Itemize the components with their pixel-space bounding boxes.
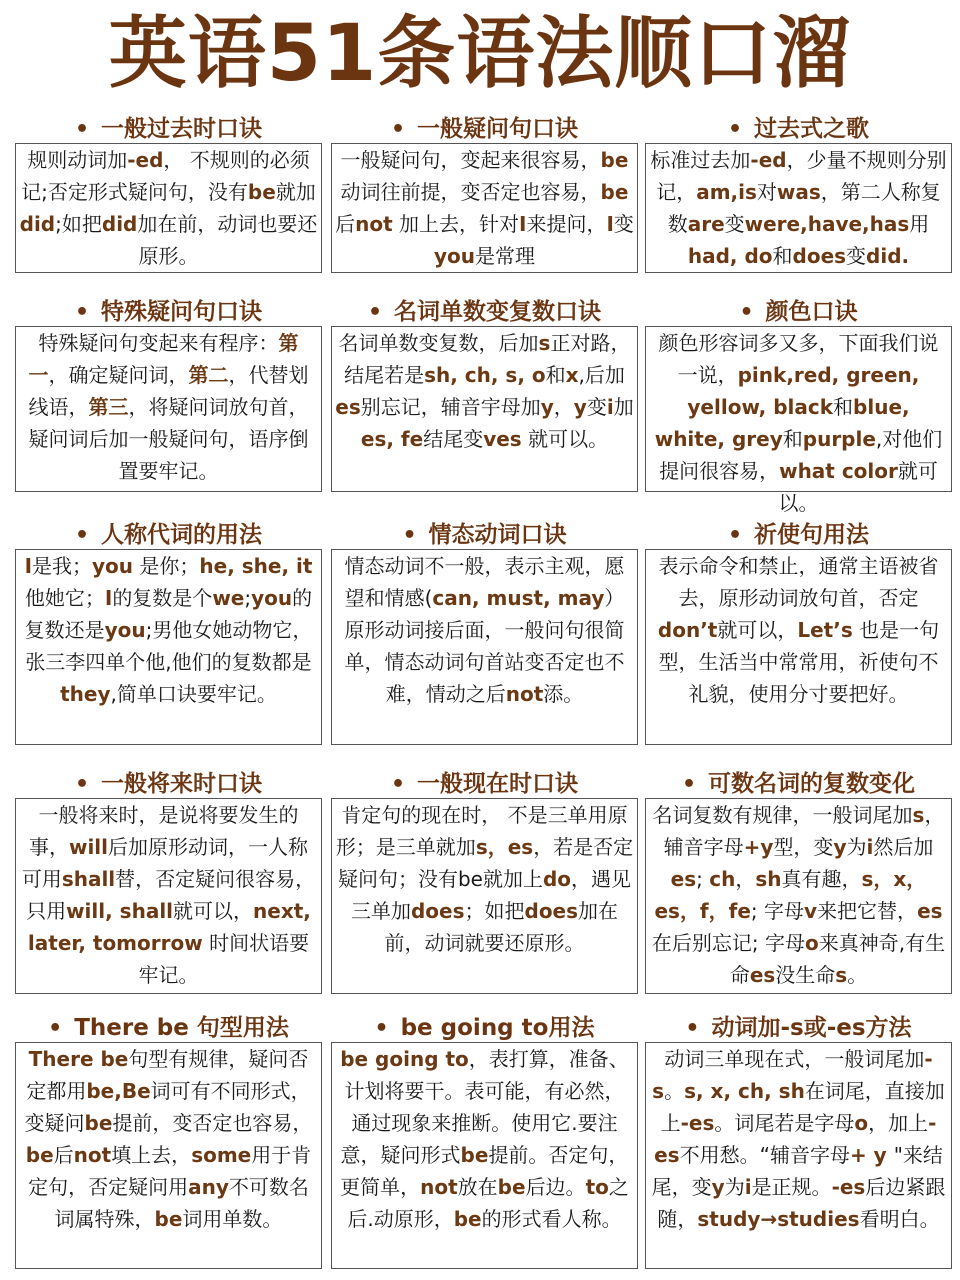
body-text: 。 — [664, 1079, 685, 1103]
highlighted-term: be — [247, 180, 276, 204]
body-text: 就可以。 — [521, 427, 609, 451]
body-text: 来提问， — [526, 212, 607, 236]
body-text: 和 — [782, 427, 803, 451]
grammar-card — [645, 770, 952, 994]
highlighted-term: y — [540, 395, 554, 419]
body-text: 情态动词不一般，表示主观，愿望和情感( — [344, 554, 625, 610]
body-text: 不可数名词属特殊， — [54, 1175, 309, 1231]
body-text: 用于肯定句，否定疑问用 — [28, 1143, 312, 1199]
highlighted-term: +y — [743, 835, 774, 859]
highlighted-term: -s — [652, 1047, 933, 1103]
body-text: 后 — [53, 1143, 74, 1167]
highlighted-term: I — [606, 212, 614, 236]
body-text: 就可以， — [173, 899, 254, 923]
highlighted-term: ves — [483, 427, 522, 451]
highlighted-term: es — [749, 963, 776, 987]
highlighted-term: 第三 — [88, 395, 129, 419]
highlighted-term: v — [804, 899, 818, 923]
highlighted-term: -es — [680, 1111, 715, 1135]
grammar-card — [331, 521, 638, 745]
body-text: 不用愁。“辅音字母 — [679, 1143, 850, 1167]
body-text: 一般疑问句，变起来很容易， — [340, 148, 601, 172]
highlighted-term: -ed — [750, 148, 787, 172]
body-text: ; 字母 — [750, 899, 805, 923]
highlighted-term: be — [460, 1143, 489, 1167]
bullet-icon: • — [681, 772, 697, 797]
highlighted-term: -ed — [127, 148, 164, 172]
card-heading — [331, 521, 638, 549]
body-text: ; — [696, 867, 710, 891]
body-text: 他她它； — [24, 586, 105, 610]
body-text: 就加 — [275, 180, 316, 204]
grammar-card — [15, 521, 322, 745]
card-heading — [15, 770, 322, 798]
body-text: ）原形动词接后面，一般问句很简单，情态动词句首站变否定也不难，情动之后 — [344, 586, 625, 706]
highlighted-term: sh — [755, 867, 782, 891]
card-body — [331, 326, 638, 492]
card-heading-text: 颜色口诀 — [765, 299, 858, 325]
bullet-icon: • — [48, 1016, 63, 1041]
card-heading — [15, 298, 322, 326]
highlighted-term: does — [792, 244, 847, 268]
body-text: 就可以， — [717, 618, 798, 642]
body-text: 名词复数有规律，一般词尾加 — [652, 803, 913, 827]
highlighted-term: were,have,has — [744, 212, 910, 236]
grammar-card — [331, 770, 638, 994]
card-heading — [645, 1014, 952, 1042]
highlighted-term: they — [60, 682, 111, 706]
body-text: ，加上 — [868, 1111, 929, 1135]
body-text: 提前。否定句，更简单， — [340, 1143, 629, 1199]
body-text: 后 — [335, 212, 356, 236]
body-text: 和 — [545, 363, 566, 387]
body-text: 变 — [586, 395, 607, 419]
card-body — [15, 798, 322, 994]
highlighted-term: you — [433, 244, 475, 268]
card-heading-text: 一般将来时口诀 — [101, 771, 263, 797]
body-text: 为 — [846, 835, 867, 859]
highlighted-term: not — [355, 212, 393, 236]
highlighted-term: i — [866, 835, 874, 859]
body-text: ，遇见三单加 — [350, 867, 632, 923]
card-heading-text: 过去式之歌 — [754, 116, 870, 142]
highlighted-term: not — [420, 1175, 458, 1199]
card-heading-text: There be 句型用法 — [74, 1015, 289, 1041]
card-body — [15, 1042, 322, 1269]
highlighted-term: did. — [866, 244, 910, 268]
highlighted-term: be — [453, 1207, 482, 1231]
body-text: 结尾变 — [423, 427, 484, 451]
body-text: 句型有规律，疑问否定都用 — [26, 1047, 309, 1103]
highlighted-term: There be — [28, 1047, 129, 1071]
card-body — [331, 549, 638, 745]
body-text: 正对路，结尾若是 — [344, 331, 631, 387]
card-heading-text: 动词加-s或-es方法 — [711, 1015, 912, 1041]
card-heading-text: 特殊疑问句口诀 — [101, 299, 263, 325]
body-text: 一般将来时，是说将要发生的事， — [28, 803, 299, 859]
body-text: ，代替划线语， — [28, 363, 309, 419]
card-heading-text: 祈使句用法 — [754, 522, 870, 548]
grammar-card — [331, 115, 638, 273]
body-text: 标准过去加 — [650, 148, 751, 172]
page-title: 英语51条语法顺口溜 — [108, 9, 852, 99]
card-heading-text: 情态动词口诀 — [428, 522, 567, 548]
body-text: 时间状语要牢记。 — [138, 931, 310, 987]
body-text: 颜色形容词多又多，下面我们说一说， — [658, 331, 939, 387]
body-text: 是你； — [133, 554, 200, 578]
card-body — [645, 326, 952, 515]
highlighted-term: blue, white, grey — [654, 395, 910, 451]
body-text: 没生命 — [775, 963, 836, 987]
highlighted-term: i — [606, 395, 614, 419]
card-heading — [15, 115, 322, 143]
card-body — [645, 549, 952, 745]
body-text: ;男他女她动物它，张三李四单个他,他们的复数都是 — [25, 618, 313, 674]
highlighted-term: y — [833, 835, 847, 859]
card-heading — [331, 770, 638, 798]
highlighted-term: s, x, ch, sh — [684, 1079, 805, 1103]
bullet-icon: • — [739, 300, 754, 325]
card-heading-text: 名词单数变复数口诀 — [394, 299, 602, 325]
highlighted-term: i — [744, 1175, 752, 1199]
bullet-icon: • — [727, 117, 743, 142]
body-text: 后边紧跟随， — [657, 1175, 946, 1231]
bullet-icon: • — [390, 772, 406, 797]
body-text: ， — [553, 395, 574, 419]
body-text: 型，变 — [773, 835, 834, 859]
body-text: 名词单数变复数，后加 — [338, 331, 539, 355]
body-text: 动词三单现在式，一般词尾加 — [664, 1047, 925, 1071]
body-text: ; — [244, 586, 252, 610]
bullet-icon: • — [74, 117, 90, 142]
highlighted-term: 第一 — [28, 331, 299, 387]
highlighted-term: sh, ch, s, o — [424, 363, 546, 387]
card-heading — [331, 298, 638, 326]
highlighted-term: study→studies — [697, 1207, 860, 1231]
body-text: 加在前，动词就要还原形。 — [384, 899, 619, 955]
grammar-card — [645, 521, 952, 745]
body-text: ，确定疑问词， — [48, 363, 189, 387]
body-text: ，第二人称复数 — [667, 180, 941, 236]
highlighted-term: does — [410, 899, 465, 923]
body-text: 替，否定疑问很容易，只用 — [26, 867, 316, 923]
grammar-card — [645, 298, 952, 515]
highlighted-term: was — [776, 180, 821, 204]
card-heading — [15, 1014, 322, 1042]
bullet-icon: • — [402, 523, 417, 548]
highlighted-term: you — [251, 586, 293, 610]
card-heading-text: 人称代词的用法 — [101, 522, 263, 548]
body-text: ,对他们提问很容易， — [659, 427, 943, 483]
highlighted-term: s，x，es，f，fe — [654, 867, 927, 923]
body-text: 肯定句的现在时， 不是三单用原形；是三单就加 — [335, 803, 628, 859]
highlighted-term: be — [497, 1175, 526, 1199]
highlighted-term: you — [92, 554, 134, 578]
body-text: 来把它替， — [817, 899, 918, 923]
bullet-icon: • — [685, 1016, 700, 1041]
body-text: ,简单口诀要牢记。 — [110, 682, 277, 706]
highlighted-term: Let’s — [797, 618, 853, 642]
highlighted-term: be,Be — [86, 1079, 151, 1103]
highlighted-term: he, she, it — [199, 554, 313, 578]
body-text: 。词尾若是字母 — [714, 1111, 855, 1135]
highlighted-term: am,is — [696, 180, 757, 204]
bullet-icon: • — [367, 300, 383, 325]
highlighted-term: don’t — [657, 618, 718, 642]
body-text: 提前，变否定也容易， — [112, 1111, 313, 1135]
grammar-card — [15, 1014, 322, 1269]
body-text: ,后加 — [578, 363, 625, 387]
body-text: ， — [735, 867, 756, 891]
highlighted-term: o — [854, 1111, 869, 1135]
highlighted-term: es — [335, 395, 361, 419]
body-text: 规则动词加 — [27, 148, 128, 172]
body-text: 真有趣， — [781, 867, 862, 891]
highlighted-term: will — [68, 835, 109, 859]
highlighted-term: does — [524, 899, 579, 923]
highlighted-term: -es — [654, 1111, 937, 1167]
highlighted-term: es, fe — [360, 427, 424, 451]
body-text: 后边。 — [525, 1175, 586, 1199]
card-heading-text: 可数名词的复数变化 — [708, 771, 916, 797]
body-text: 。 — [847, 963, 868, 987]
body-text: 也是一句型，生活当中常常用，祈使句不礼貌，使用分寸要把好。 — [658, 618, 940, 706]
highlighted-term: I — [104, 586, 113, 610]
highlighted-term: what color — [779, 459, 898, 483]
body-text: 加上去，针对 — [392, 212, 519, 236]
highlighted-term: s — [835, 963, 848, 987]
highlighted-term: did — [101, 212, 138, 236]
grammar-card — [645, 115, 952, 273]
highlighted-term: not — [73, 1143, 112, 1167]
body-text: 之后.动原形， — [347, 1175, 629, 1231]
card-body — [331, 798, 638, 994]
card-heading-text: 一般现在时口诀 — [417, 771, 579, 797]
body-text: 变 — [724, 212, 745, 236]
highlighted-term: I — [24, 554, 33, 578]
card-body — [645, 798, 952, 994]
highlighted-term: will, shall — [66, 899, 174, 923]
highlighted-term: we — [212, 586, 245, 610]
highlighted-term: to — [585, 1175, 609, 1199]
body-text: 和 — [772, 244, 793, 268]
highlighted-term: s，es — [475, 835, 534, 859]
body-text: 变 — [846, 244, 867, 268]
card-heading — [15, 521, 322, 549]
highlighted-term: be going to — [340, 1047, 469, 1071]
bullet-icon: • — [74, 300, 90, 325]
card-body — [645, 1042, 952, 1269]
bullet-icon: • — [374, 1016, 389, 1041]
body-text: 的复数是个 — [112, 586, 213, 610]
body-text: 然后加 — [873, 835, 934, 859]
card-heading — [645, 115, 952, 143]
highlighted-term: some — [191, 1143, 252, 1167]
highlighted-term: x — [565, 363, 579, 387]
highlighted-term: be — [600, 180, 629, 204]
body-text: ;如把 — [55, 212, 102, 236]
highlighted-term: y — [573, 395, 587, 419]
highlighted-term: had, do — [687, 244, 773, 268]
grammar-card — [645, 1014, 952, 1269]
card-heading — [645, 298, 952, 326]
card-body — [15, 143, 322, 273]
highlighted-term: not — [505, 682, 544, 706]
card-heading — [645, 521, 952, 549]
grammar-card — [331, 298, 638, 492]
highlighted-term: you — [104, 618, 146, 642]
card-heading — [331, 115, 638, 143]
body-text: 放在 — [457, 1175, 498, 1199]
highlighted-term: -es — [831, 1175, 866, 1199]
body-text: ，表打算，准备、计划将要干。表可能，有必然，通过现象来推断。使用它.要注意，疑问形式 — [340, 1047, 629, 1167]
card-body — [331, 143, 638, 273]
grammar-card — [15, 115, 322, 273]
highlighted-term: s — [538, 331, 551, 355]
grammar-card — [15, 770, 322, 994]
body-text: ， 不规则的必须记;否定形式疑问句，没有 — [21, 148, 310, 204]
body-text: 是正规。 — [751, 1175, 832, 1199]
body-text: 变 — [613, 212, 634, 236]
body-text: 词用单数。 — [182, 1207, 283, 1231]
card-body — [645, 143, 952, 273]
body-text: 动词往前提，变否定也容易， — [340, 180, 601, 204]
body-text: 加 — [613, 395, 634, 419]
highlighted-term: next, later, tomorrow — [27, 899, 311, 955]
highlighted-term: I — [519, 212, 527, 236]
body-text: ，辅音字母 — [663, 803, 945, 859]
highlighted-term: shall — [61, 867, 116, 891]
bullet-icon: • — [390, 117, 406, 142]
body-text: 加在前，动词也要还原形。 — [137, 212, 318, 268]
card-heading — [331, 1014, 638, 1042]
highlighted-term: + y — [849, 1143, 894, 1167]
card-heading — [645, 770, 952, 798]
body-text: 在后别忘记; 字母 — [651, 931, 805, 955]
body-text: ，少量不规则分别记， — [656, 148, 947, 204]
highlighted-term: be — [84, 1111, 113, 1135]
body-text: 添。 — [543, 682, 584, 706]
body-text: 是常理 — [475, 244, 535, 268]
highlighted-term: be — [154, 1207, 183, 1231]
highlighted-term: can, must, may — [432, 586, 605, 610]
body-text: "来结尾，变 — [651, 1143, 943, 1199]
body-text: ；如把 — [464, 899, 525, 923]
card-heading-text: 一般过去时口诀 — [101, 116, 263, 142]
highlighted-term: s — [912, 803, 925, 827]
body-text: 在词尾，直接加上 — [660, 1079, 945, 1135]
bullet-icon: • — [74, 772, 90, 797]
body-text: 的形式看人称。 — [481, 1207, 622, 1231]
card-heading-text: 一般疑问句口诀 — [417, 116, 579, 142]
highlighted-term: are — [687, 212, 725, 236]
highlighted-term: 第二 — [188, 363, 229, 387]
highlighted-term: es — [917, 899, 943, 923]
card-body — [15, 549, 322, 745]
highlighted-term: did — [19, 212, 56, 236]
card-heading-text: be going to用法 — [400, 1015, 595, 1041]
body-text: 对 — [756, 180, 777, 204]
highlighted-term: purple — [802, 427, 876, 451]
body-text: 填上去， — [111, 1143, 192, 1167]
body-text: 看明白。 — [859, 1207, 940, 1231]
highlighted-term: o — [805, 931, 819, 955]
body-text: 的复数还是 — [24, 586, 313, 642]
body-text: 是我； — [32, 554, 93, 578]
highlighted-term: es — [670, 867, 697, 891]
highlighted-term: any — [188, 1175, 229, 1199]
highlighted-term: be — [25, 1143, 54, 1167]
grammar-card — [331, 1014, 638, 1269]
body-text: ，将疑问词放句首，疑问词后加一般疑问句，语序倒置要牢记。 — [28, 395, 309, 483]
card-body — [15, 326, 322, 492]
body-text: 用 — [909, 212, 930, 236]
body-text: 词可有不同形式，变疑问 — [24, 1079, 311, 1135]
body-text: 为 — [724, 1175, 745, 1199]
bullet-icon: • — [727, 523, 743, 548]
bullet-icon: • — [74, 523, 90, 548]
highlighted-term: y — [711, 1175, 725, 1199]
body-text: 就可以。 — [778, 459, 938, 515]
body-text: 来真神奇,有生命 — [729, 931, 946, 987]
body-text: 和 — [833, 395, 854, 419]
highlighted-term: ch — [709, 867, 736, 891]
body-text: 后加原形动词，一人称可用 — [21, 835, 309, 891]
body-text: 表示命令和禁止，通常主语被省去，原形动词放句首，否定 — [658, 554, 939, 610]
grammar-card — [15, 298, 322, 492]
highlighted-term: do — [542, 867, 572, 891]
body-text: 特殊疑问句变起来有程序： — [38, 331, 279, 355]
body-text: ，若是否定疑问句；没有be就加上 — [337, 835, 634, 891]
highlighted-term: be — [600, 148, 629, 172]
card-body — [331, 1042, 638, 1269]
body-text: 别忘记，辅音宇母加 — [360, 395, 541, 419]
highlighted-term: pink,red, green, yellow, black — [687, 363, 920, 419]
